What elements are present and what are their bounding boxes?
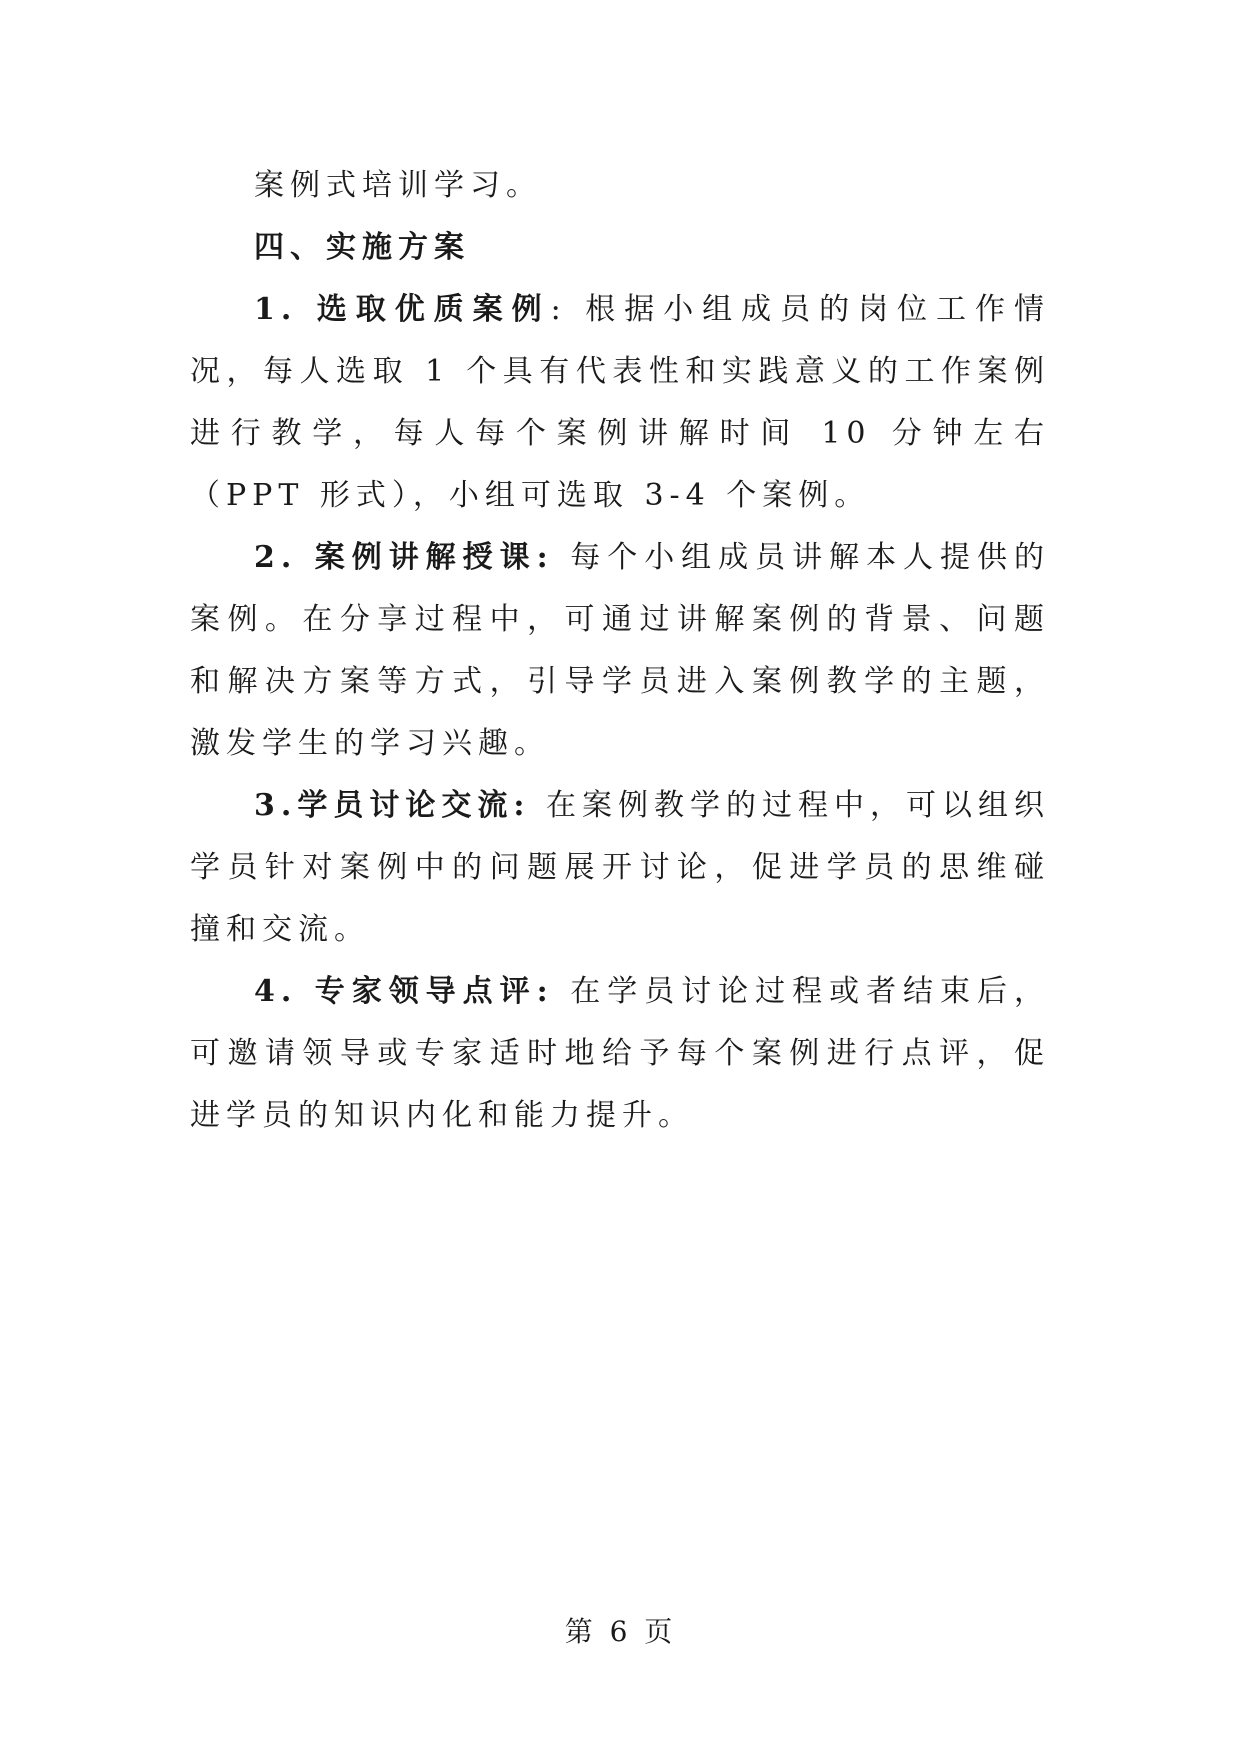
page-number: 第 6 页 bbox=[564, 1615, 677, 1648]
list-item-2 bbox=[190, 527, 1050, 775]
item-text-3: 在案例教学的过程中，可以组织学员针对案例中的问题展开讨论，促进学员的思维碰撞和交流。 bbox=[190, 788, 1050, 947]
list-item-4 bbox=[190, 961, 1050, 1147]
item-label-3: 3.学员讨论交流: bbox=[254, 788, 531, 823]
document-body bbox=[190, 155, 1050, 1147]
item-text-1: 根据小组成员的岗位工作情况，每人选取 1 个具有代表性和实践意义的工作案例进行教学，每人每个案例讲解时间 10 分钟左右（PPT 形式），小组可选取 3-4 个案例。 bbox=[190, 292, 1050, 513]
item-separator-1: : bbox=[550, 292, 567, 327]
list-item-3 bbox=[190, 775, 1050, 961]
item-label-2: 2. 案例讲解授课: bbox=[254, 540, 554, 575]
list-item-1 bbox=[190, 279, 1050, 527]
section-heading: 四、实施方案 bbox=[254, 230, 470, 265]
opening-line: 案例式培训学习。 bbox=[254, 168, 542, 203]
item-label-4: 4. 专家领导点评: bbox=[254, 974, 554, 1009]
item-label-1: 1. 选取优质案例 bbox=[254, 292, 551, 327]
item-text-4: 在学员讨论过程或者结束后，可邀请领导或专家适时地给予每个案例进行点评，促进学员的知识内化和能力提升。 bbox=[190, 974, 1050, 1133]
item-text-2: 每个小组成员讲解本人提供的案例。在分享过程中，可通过讲解案例的背景、问题和解决方案等方式，引导学员进入案例教学的主题，激发学生的学习兴趣。 bbox=[190, 540, 1050, 761]
